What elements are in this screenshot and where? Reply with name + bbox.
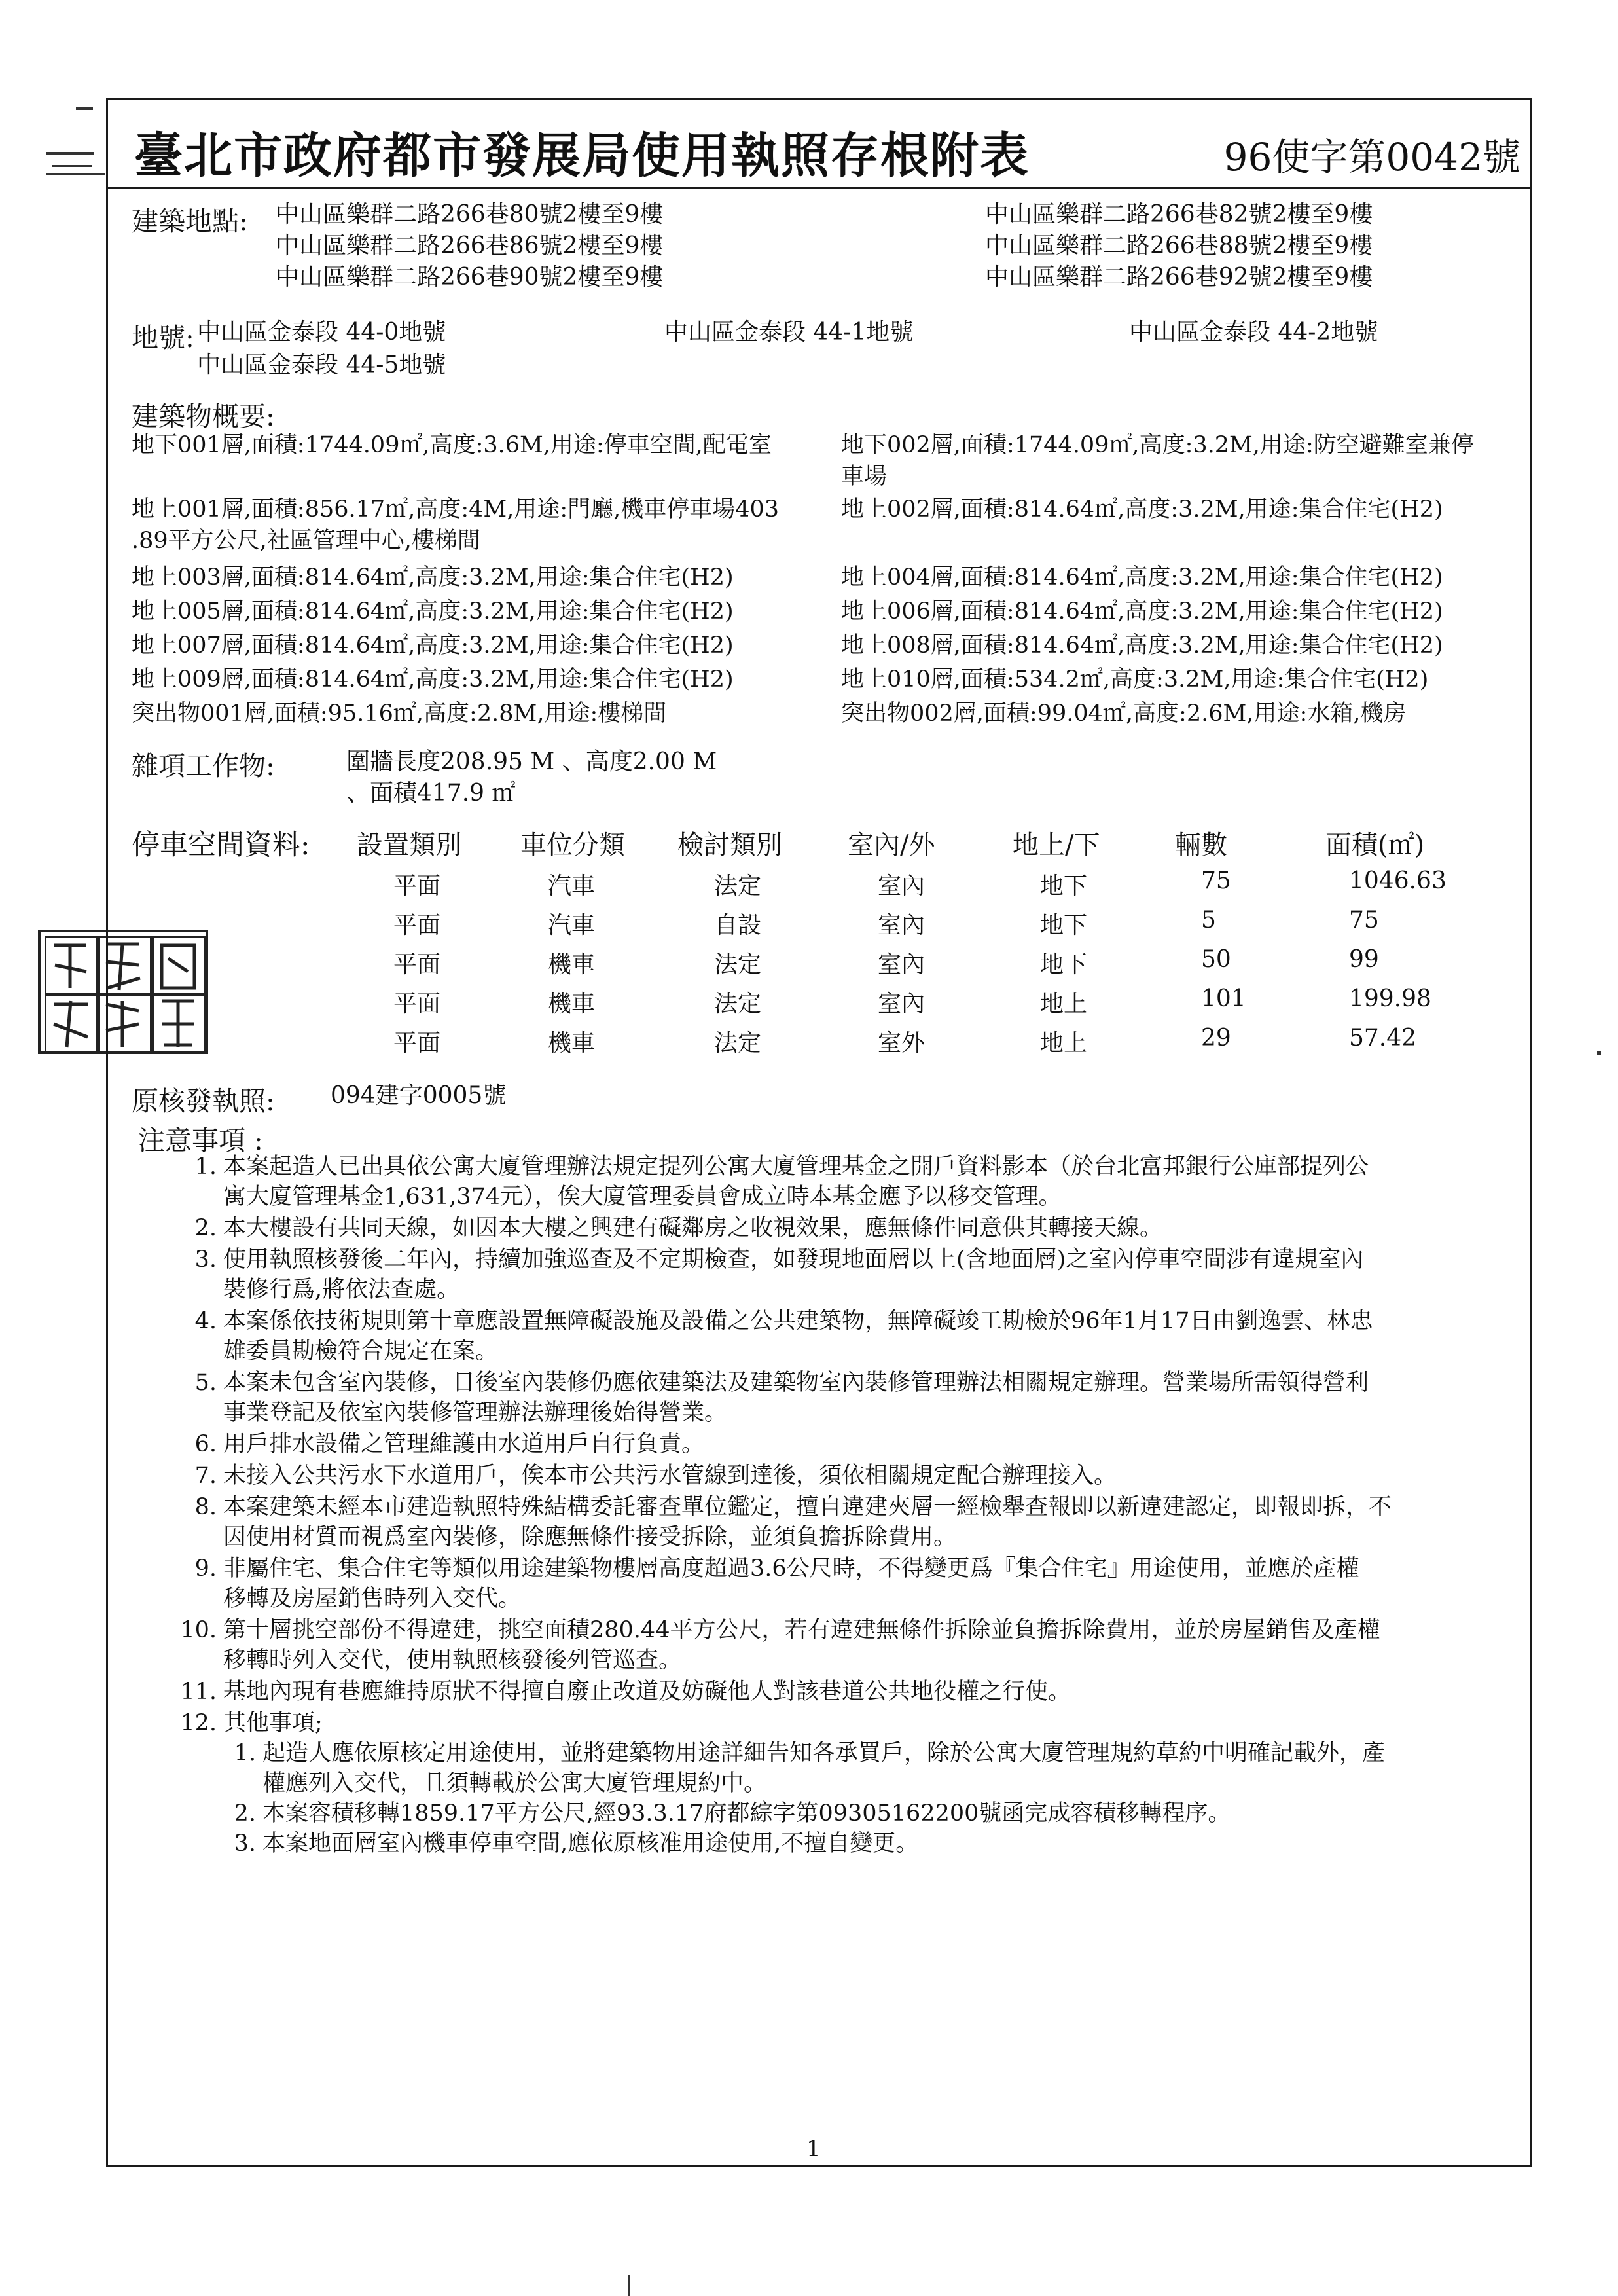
- parking-cell: 29: [1201, 1025, 1231, 1051]
- lot-number: 中山區金泰段 44-1地號: [664, 319, 914, 346]
- note-text-line: 移轉時列入交代，使用執照核發後列管巡查。: [223, 1647, 682, 1673]
- overview-label: 建築物概要:: [132, 401, 275, 432]
- scan-mark: [76, 107, 93, 110]
- overview-floor: 地上010層,面積:534.2㎡,高度:3.2M,用途:集合住宅(H2): [841, 666, 1429, 693]
- overview-floor: 地上003層,面積:814.64㎡,高度:3.2M,用途:集合住宅(H2): [132, 564, 734, 591]
- overview-floor: 車場: [841, 464, 888, 490]
- note-text-line: 因使用材質而視爲室內裝修，除應無條件接受拆除，並須負擔拆除費用。: [223, 1524, 957, 1550]
- parking-cell: 57.42: [1349, 1025, 1417, 1051]
- parking-cell: 室內: [878, 991, 926, 1017]
- original-permit-label: 原核發執照:: [132, 1085, 275, 1117]
- note-item: [151, 1306, 1526, 1366]
- misc-works-label: 雜項工作物:: [132, 750, 275, 782]
- parking-cell: 5: [1201, 907, 1216, 934]
- parking-header: 輛數: [1175, 830, 1227, 860]
- sub-note-text-line: 本案地面層室內機車停車空間,應依原核准用途使用,不擅自變更。: [262, 1831, 919, 1857]
- parking-cell: 平面: [393, 1030, 441, 1057]
- parking-cell: 汽車: [548, 873, 596, 900]
- note-text-line: 第十層挑空部份不得違建，挑空面積280.44平方公尺，若有違建無條件拆除並負擔拆除費用，並於房屋銷售及產權: [223, 1617, 1380, 1643]
- scan-mark: [52, 165, 92, 167]
- sub-note-item: [223, 1798, 1526, 1829]
- document-title: 臺北市政府都市發展局使用執照存根附表: [134, 128, 1030, 184]
- location-label: 建築地點:: [132, 206, 248, 237]
- note-item: [151, 1492, 1526, 1552]
- parking-cell: 地上: [1040, 991, 1088, 1017]
- parking-cell: 平面: [393, 991, 441, 1017]
- note-number: 12.: [180, 1710, 217, 1736]
- parking-cell: 平面: [393, 951, 441, 978]
- location-address: 中山區樂群二路266巷86號2樓至9樓: [276, 232, 664, 259]
- parking-cell: 199.98: [1349, 985, 1431, 1012]
- overview-floor: 地上004層,面積:814.64㎡,高度:3.2M,用途:集合住宅(H2): [841, 564, 1443, 591]
- other-matters-list: [223, 1738, 1526, 1859]
- parking-cell: 法定: [714, 1030, 762, 1057]
- sub-note-number: 3.: [234, 1831, 256, 1857]
- sub-note-text-line: 本案容積移轉1859.17平方公尺,經93.3.17府都綜字第09305162200號函完成容積移轉程序。: [262, 1800, 1231, 1827]
- note-text-line: 雄委員勘檢符合規定在案。: [223, 1338, 499, 1364]
- overview-floor: 地上005層,面積:814.64㎡,高度:3.2M,用途:集合住宅(H2): [132, 598, 734, 625]
- parking-cell: 1046.63: [1349, 867, 1447, 894]
- scan-mark: [46, 173, 105, 175]
- parking-header: 檢討類別: [677, 830, 782, 860]
- parking-cell: 室外: [878, 1030, 926, 1057]
- parking-header: 面積(㎡): [1325, 830, 1425, 860]
- sub-note-number: 1.: [234, 1740, 256, 1766]
- parking-header: 車位分類: [520, 830, 625, 860]
- note-text-line: 本案係依技術規則第十章應設置無障礙設施及設備之公共建築物，無障礙竣工勘檢於96年1月17日由劉逸雲、林忠: [223, 1308, 1373, 1334]
- sub-note-text-line: 權應列入交代，且須轉載於公寓大廈管理規約中。: [262, 1770, 767, 1796]
- note-item: [151, 1152, 1526, 1212]
- parking-cell: 75: [1349, 907, 1379, 934]
- parking-cell: 機車: [548, 991, 596, 1017]
- overview-floor: 突出物001層,面積:95.16㎡,高度:2.8M,用途:樓梯間: [132, 701, 667, 727]
- sub-note-item: [223, 1738, 1526, 1798]
- title-row: [108, 100, 1530, 189]
- overview-floor: 地上009層,面積:814.64㎡,高度:3.2M,用途:集合住宅(H2): [132, 666, 734, 693]
- note-text-line: 本案起造人已出具依公寓大廈管理辦法規定提列公寓大廈管理基金之開戶資料影本（於台北富邦銀行公庫部提列公: [223, 1154, 1369, 1180]
- overview-floor: 地上007層,面積:814.64㎡,高度:3.2M,用途:集合住宅(H2): [132, 632, 734, 659]
- page-number: 1: [806, 2136, 821, 2162]
- overview-floor: 地上006層,面積:814.64㎡,高度:3.2M,用途:集合住宅(H2): [841, 598, 1443, 625]
- note-text-line: 本大樓設有共同天線，如因本大樓之興建有礙鄰房之收視效果，應無條件同意供其轉接天線。: [223, 1215, 1163, 1241]
- note-text-line: 裝修行爲,將依法查處。: [223, 1277, 460, 1303]
- overview-floor: 地下002層,面積:1744.09㎡,高度:3.2M,用途:防空避難室兼停: [841, 432, 1474, 458]
- parking-cell: 50: [1201, 946, 1231, 973]
- parking-cell: 法定: [714, 951, 762, 978]
- overview-floor: 地上008層,面積:814.64㎡,高度:3.2M,用途:集合住宅(H2): [841, 632, 1443, 659]
- location-address: 中山區樂群二路266巷82號2樓至9樓: [985, 201, 1373, 228]
- note-text-line: 本案未包含室內裝修，日後室內裝修仍應依建築法及建築物室內裝修管理辦法相關規定辦理。營業場所需領得營利: [223, 1370, 1369, 1396]
- note-text-line: 其他事項;: [223, 1710, 323, 1736]
- overview-floor: 突出物002層,面積:99.04㎡,高度:2.6M,用途:水箱,機房: [841, 701, 1407, 727]
- note-text-line: 未接入公共污水下水道用戶，俟本市公共污水管線到達後，須依相關規定配合辦理接入。: [223, 1463, 1117, 1489]
- note-item: [151, 1677, 1526, 1707]
- parking-cell: 地下: [1040, 873, 1088, 900]
- note-text-line: 寓大廈管理基金1,631,374元），俟大廈管理委員會成立時本基金應予以移交管理。: [223, 1184, 1062, 1210]
- parking-cell: 平面: [393, 912, 441, 939]
- misc-works-wall: 圍牆長度208.95 M 、高度2.00 M: [346, 748, 717, 775]
- original-permit-number: 094建字0005號: [331, 1082, 507, 1109]
- parking-cell: 機車: [548, 951, 596, 978]
- note-text-line: 本案建築未經本市建造執照特殊結構委託審查單位鑑定，擅自違建夾層一經檢舉查報即以新違建認定，即報即拆，不: [223, 1494, 1392, 1520]
- note-number: 1.: [194, 1154, 217, 1180]
- parking-label: 停車空間資料:: [132, 829, 310, 862]
- permit-number: 96使字第0042號: [1223, 135, 1520, 179]
- overview-floor: 地上001層,面積:856.17㎡,高度:4M,用途:門廳,機車停車場403: [132, 496, 780, 522]
- parking-header: 設置類別: [357, 830, 461, 860]
- note-number: 4.: [194, 1308, 217, 1334]
- note-number: 9.: [194, 1556, 217, 1582]
- note-number: 7.: [194, 1463, 217, 1489]
- parking-cell: 機車: [548, 1030, 596, 1057]
- parking-cell: 99: [1349, 946, 1379, 973]
- lot-label: 地號:: [132, 322, 194, 354]
- parking-cell: 101: [1201, 985, 1246, 1012]
- note-item: [151, 1708, 1526, 1859]
- note-text-line: 非屬住宅、集合住宅等類似用途建築物樓層高度超過3.6公尺時，不得變更爲『集合住宅』用途使用，並應於產權: [223, 1556, 1359, 1582]
- overview-floor: 地上002層,面積:814.64㎡,高度:3.2M,用途:集合住宅(H2): [841, 496, 1443, 522]
- scan-mark: [46, 152, 94, 155]
- parking-cell: 自設: [714, 912, 762, 939]
- permit-appendix-sheet: [106, 98, 1532, 2167]
- note-item: [151, 1461, 1526, 1491]
- sub-note-text-line: 起造人應依原核定用途使用，並將建築物用途詳細告知各承買戶，除於公寓大廈管理規約草約中明確記載外，產: [262, 1740, 1386, 1766]
- sub-note-item: [223, 1829, 1526, 1859]
- overview-floor: 地下001層,面積:1744.09㎡,高度:3.6M,用途:停車空間,配電室: [132, 432, 772, 458]
- note-number: 8.: [194, 1494, 217, 1520]
- note-number: 10.: [180, 1617, 217, 1643]
- location-address: 中山區樂群二路266巷80號2樓至9樓: [276, 201, 664, 228]
- note-text-line: 移轉及房屋銷售時列入交代。: [223, 1586, 522, 1612]
- parking-cell: 地下: [1040, 912, 1088, 939]
- parking-cell: 法定: [714, 873, 762, 900]
- note-item: [151, 1245, 1526, 1305]
- note-item: [151, 1368, 1526, 1428]
- parking-cell: 室內: [878, 951, 926, 978]
- note-number: 11.: [180, 1679, 217, 1705]
- location-address: 中山區樂群二路266巷92號2樓至9樓: [985, 264, 1373, 291]
- misc-works-area: 、面積417.9 ㎡: [346, 780, 516, 807]
- parking-cell: 室內: [878, 873, 926, 900]
- note-item: [151, 1615, 1526, 1675]
- note-number: 3.: [194, 1247, 217, 1273]
- note-text-line: 基地內現有巷應維持原狀不得擅自廢止改道及妨礙他人對該巷道公共地役權之行使。: [223, 1679, 1071, 1705]
- notes-list: [151, 1152, 1526, 1860]
- overview-floor: .89平方公尺,社區管理中心,樓梯間: [132, 528, 480, 554]
- parking-header: 地上/下: [1013, 830, 1100, 860]
- parking-cell: 地下: [1040, 951, 1088, 978]
- note-number: 6.: [194, 1431, 217, 1457]
- parking-header: 室內/外: [848, 830, 935, 860]
- lot-number: 中山區金泰段 44-2地號: [1129, 319, 1378, 346]
- note-text-line: 用戶排水設備之管理維護由水道用戶自行負責。: [223, 1431, 705, 1457]
- scan-mark: [628, 2275, 630, 2296]
- note-item: [151, 1554, 1526, 1614]
- note-number: 2.: [194, 1215, 217, 1241]
- lot-number: 中山區金泰段 44-5地號: [197, 352, 446, 378]
- note-text-line: 事業登記及依室內裝修管理辦法辦理後始得營業。: [223, 1400, 728, 1426]
- scan-mark: [1597, 1051, 1601, 1055]
- parking-cell: 汽車: [548, 912, 596, 939]
- parking-cell: 室內: [878, 912, 926, 939]
- location-address: 中山區樂群二路266巷90號2樓至9樓: [276, 264, 664, 291]
- location-address: 中山區樂群二路266巷88號2樓至9樓: [985, 232, 1373, 259]
- note-number: 5.: [194, 1370, 217, 1396]
- notes-label: 注意事項 :: [138, 1125, 263, 1156]
- note-item: [151, 1213, 1526, 1243]
- parking-cell: 法定: [714, 991, 762, 1017]
- parking-cell: 平面: [393, 873, 441, 900]
- parking-cell: 地上: [1040, 1030, 1088, 1057]
- note-text-line: 使用執照核發後二年內，持續加強巡查及不定期檢查，如發現地面層以上(含地面層)之室內停車空間涉有違規室內: [223, 1247, 1364, 1273]
- note-item: [151, 1429, 1526, 1459]
- sub-note-number: 2.: [234, 1800, 256, 1827]
- parking-cell: 75: [1201, 867, 1231, 894]
- lot-number: 中山區金泰段 44-0地號: [197, 319, 446, 346]
